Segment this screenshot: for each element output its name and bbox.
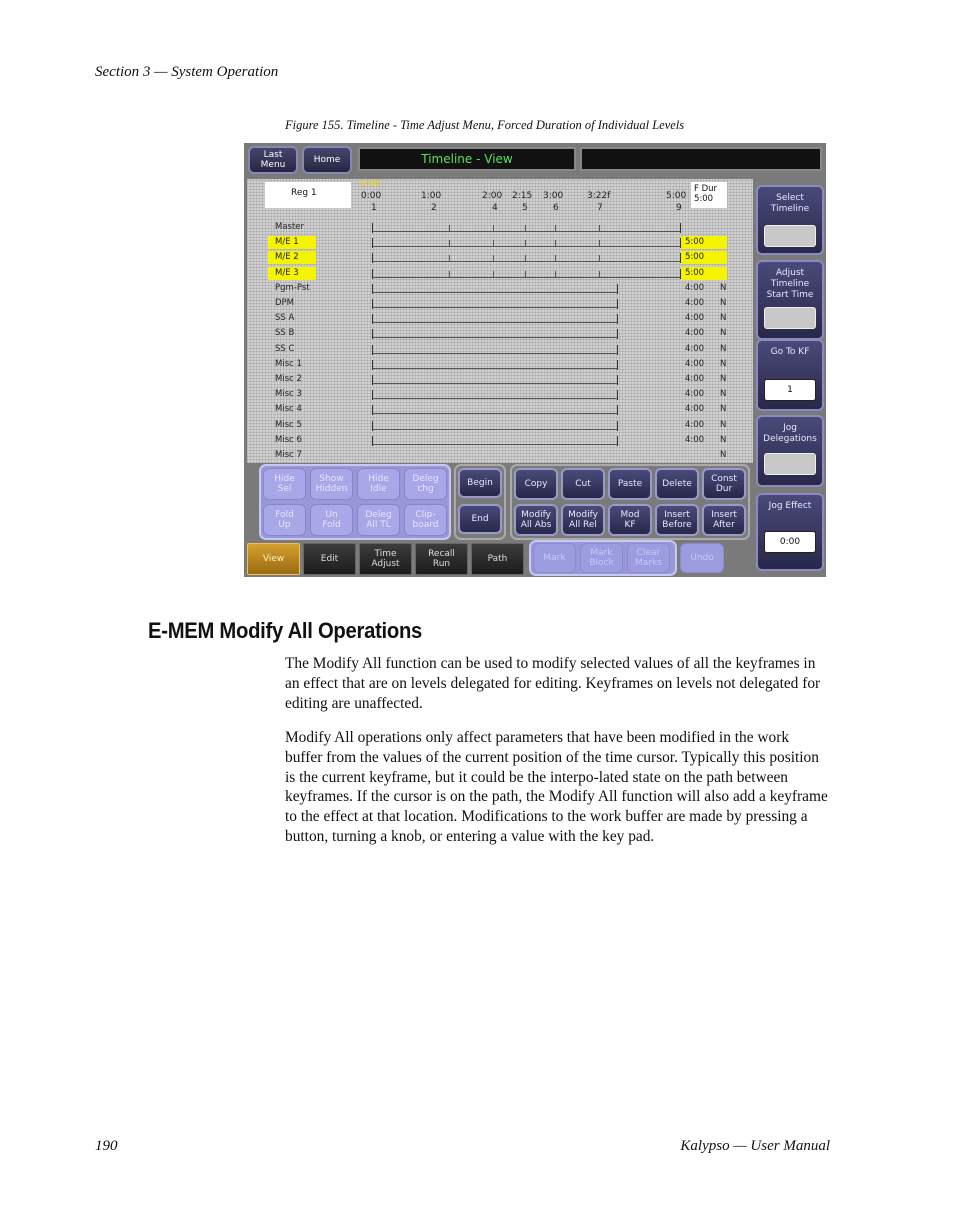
row-duration — [681, 419, 727, 432]
paste-button[interactable]: Paste — [608, 468, 652, 500]
row-duration — [681, 236, 727, 249]
track-end-marker — [617, 284, 618, 294]
row-flag: N — [720, 298, 727, 308]
forced-duration-box — [691, 182, 727, 208]
jog-delegations-button[interactable] — [756, 415, 824, 487]
keyframe-marker — [493, 271, 494, 278]
paragraph-2: Modify All operations only affect parameters that have been modified in the work buffer from the values of the current position of the time cursor. Typically this position is the current keyframe, but it could be the interpo-lated state on the path between keyframes. If the cursor is on the path, the Modify All function will also add a keyframe to the effect at that location. Modifications to the work buffer are made by pressing a button, turning a knob, or entering a value with the key pad. — [285, 729, 828, 845]
modify-all-rel-button[interactable]: Modify All Rel — [561, 504, 605, 536]
keyframe-marker — [555, 225, 556, 232]
level-track — [372, 353, 617, 354]
undo-button[interactable]: Undo — [680, 543, 724, 573]
track-end-marker — [617, 329, 618, 339]
track-start-marker — [372, 284, 373, 294]
tick-keyframe: 1 — [371, 203, 377, 213]
tick-time: 3:22f — [587, 191, 611, 201]
track-start-marker — [372, 223, 373, 233]
row-label[interactable]: Misc 2 — [275, 374, 302, 384]
delete-button[interactable]: Delete — [655, 468, 699, 500]
register-label: Reg 1 — [291, 188, 317, 198]
level-track — [372, 413, 617, 414]
tab-path[interactable]: Path — [471, 543, 524, 575]
row-end-time: 5:00 — [685, 237, 705, 248]
mod-kf-button[interactable]: Mod KF — [608, 504, 652, 536]
track-start-marker — [372, 375, 373, 385]
go-to-kf-label: Go To KF — [770, 347, 810, 357]
clear-marks-button[interactable]: Clear Marks — [627, 543, 670, 573]
row-label[interactable]: Misc 5 — [275, 419, 302, 430]
keyframe-marker — [525, 240, 526, 247]
row-label[interactable]: M/E 1 — [268, 236, 316, 249]
track-start-marker — [372, 345, 373, 355]
keyframe-marker — [449, 255, 450, 262]
row-end-time: 5:00 — [685, 252, 705, 263]
figure-caption: Figure 155. Timeline - Time Adjust Menu, Forced Duration of Individual Levels — [285, 118, 685, 132]
track-end-marker — [617, 390, 618, 400]
keyframe-marker — [555, 255, 556, 262]
keyframe-marker — [493, 255, 494, 262]
level-track — [372, 429, 617, 430]
row-flag: N — [720, 434, 727, 445]
tab-view[interactable]: View — [247, 543, 300, 575]
keyframe-marker — [599, 240, 600, 247]
row-flag: N — [720, 358, 727, 369]
jog-delegations-field[interactable] — [764, 453, 816, 475]
track-end-marker — [680, 223, 681, 233]
keyframe-marker — [449, 271, 450, 278]
row-label[interactable]: Misc 7 — [275, 450, 302, 460]
row-end-time: 4:00 — [685, 404, 705, 415]
row-end-time: 4:00 — [685, 313, 705, 324]
track-start-marker — [372, 253, 373, 263]
hide-sel-button[interactable]: Hide Sel — [263, 468, 306, 500]
track-start-marker — [372, 299, 373, 309]
adjust-timeline-label: Adjust Timeline Start Time — [766, 268, 814, 300]
row-label[interactable]: Misc 3 — [275, 389, 302, 400]
row-duration — [681, 358, 727, 371]
insert-after-button[interactable]: Insert After — [702, 504, 746, 536]
keyframe-marker — [555, 271, 556, 278]
track-start-marker — [372, 360, 373, 370]
track-start-marker — [372, 269, 373, 279]
deleg-chg-button[interactable]: Deleg chg — [404, 468, 447, 500]
keyframe-marker — [525, 271, 526, 278]
mark-button[interactable]: Mark — [533, 543, 576, 573]
deleg-all-tl-button[interactable]: Deleg All TL — [357, 504, 400, 536]
modify-all-abs-button[interactable]: Modify All Abs — [514, 504, 558, 536]
tick-keyframe: 7 — [597, 203, 603, 213]
row-label[interactable]: Misc 1 — [275, 358, 302, 369]
const-dur-button[interactable]: Const Dur — [702, 468, 746, 500]
row-flag: N — [720, 389, 727, 400]
row-flag: N — [720, 374, 727, 384]
end-button[interactable]: End — [458, 504, 502, 534]
row-flag: N — [720, 343, 727, 354]
fold-up-button[interactable]: Fold Up — [263, 504, 306, 536]
level-track — [372, 398, 617, 399]
level-track — [372, 292, 617, 293]
row-label[interactable]: SS C — [275, 343, 295, 354]
row-end-time: 4:00 — [685, 389, 705, 400]
row-label[interactable]: Pgm-Pst — [275, 282, 310, 293]
keyframe-marker — [599, 271, 600, 278]
row-label[interactable]: Master — [275, 222, 305, 232]
keyframe-marker — [493, 240, 494, 247]
row-label[interactable]: SS B — [275, 328, 295, 339]
row-duration — [681, 434, 727, 447]
keyframe-marker — [449, 240, 450, 247]
cut-button[interactable]: Cut — [561, 468, 605, 500]
keyframe-marker — [555, 240, 556, 247]
tick-time: 0:00 — [361, 191, 382, 201]
row-flag: N — [720, 404, 727, 415]
row-end-time: 4:00 — [685, 358, 705, 369]
row-label[interactable]: DPM — [275, 298, 295, 308]
track-end-marker — [617, 299, 618, 309]
track-start-marker — [372, 436, 373, 446]
row-duration — [681, 388, 727, 401]
adjust-timeline-field[interactable] — [764, 307, 816, 329]
row-duration — [681, 297, 727, 310]
tab-edit[interactable]: Edit — [303, 543, 356, 575]
level-track — [372, 322, 617, 323]
hide-idle-button[interactable]: Hide Idle — [357, 468, 400, 500]
running-head: Section 3 — System Operation — [95, 64, 279, 80]
row-duration — [681, 343, 727, 356]
keyframe-marker — [449, 225, 450, 232]
level-track — [372, 444, 617, 445]
select-timeline-label: Select Timeline — [770, 193, 810, 214]
tick-keyframe: 4 — [492, 203, 498, 213]
row-flag: N — [720, 419, 727, 430]
tick-keyframe: 5 — [522, 203, 528, 213]
keyframe-marker — [493, 225, 494, 232]
tab-time-adjust[interactable]: Time Adjust — [359, 543, 412, 575]
begin-button[interactable]: Begin — [458, 468, 502, 498]
level-track — [372, 337, 617, 338]
level-track — [372, 277, 680, 278]
row-end-time: 4:00 — [685, 374, 705, 384]
row-label[interactable]: M/E 3 — [268, 267, 316, 280]
row-duration — [681, 373, 727, 386]
row-end-time: 4:00 — [685, 434, 705, 445]
track-start-marker — [372, 314, 373, 324]
tick-time: 3:00 — [543, 191, 564, 201]
track-end-marker — [617, 405, 618, 415]
last-menu-button[interactable]: Last Menu — [248, 146, 298, 174]
clipboard-button[interactable]: Clip- board — [404, 504, 447, 536]
jog-effect-label: Jog Effect — [768, 501, 812, 511]
track-end-marker — [617, 436, 618, 446]
insert-before-button[interactable]: Insert Before — [655, 504, 699, 536]
row-duration — [681, 327, 727, 340]
level-track — [372, 307, 617, 308]
select-timeline-field[interactable] — [764, 225, 816, 247]
row-duration — [681, 251, 727, 264]
track-start-marker — [372, 390, 373, 400]
row-duration — [681, 449, 727, 462]
tick-time: 2:15 — [512, 191, 533, 201]
row-duration — [681, 403, 727, 416]
row-end-time: 4:00 — [685, 343, 705, 354]
register-box — [265, 182, 351, 208]
row-label[interactable]: Misc 6 — [275, 434, 302, 445]
tick-time: 5:00 — [666, 191, 687, 201]
status-bar — [580, 147, 822, 171]
track-start-marker — [372, 405, 373, 415]
track-start-marker — [372, 238, 373, 248]
row-end-time: 4:00 — [685, 328, 705, 339]
mark-block-button[interactable]: Mark Block — [580, 543, 623, 573]
copy-button[interactable]: Copy — [514, 468, 558, 500]
tick-time: 2:00 — [482, 191, 503, 201]
row-label[interactable]: Misc 4 — [275, 404, 302, 415]
keyframe-marker — [525, 225, 526, 232]
row-label[interactable]: SS A — [275, 313, 295, 324]
level-track — [372, 261, 680, 262]
level-track — [372, 246, 680, 247]
row-flag: N — [720, 450, 727, 460]
row-duration — [681, 282, 727, 295]
row-flag: N — [720, 313, 727, 324]
timeline-area[interactable] — [247, 179, 753, 463]
jog-effect-value[interactable]: 0:00 — [764, 531, 816, 553]
row-end-time: 4:00 — [685, 298, 705, 308]
jog-delegations-label: Jog Delegations — [763, 423, 817, 444]
row-flag: N — [720, 282, 727, 293]
tab-recall-run[interactable]: Recall Run — [415, 543, 468, 575]
level-track — [372, 231, 680, 232]
track-start-marker — [372, 329, 373, 339]
cursor-time: 0:00 — [360, 179, 381, 189]
un-fold-button[interactable]: Un Fold — [310, 504, 353, 536]
timeline-view-screen — [244, 143, 826, 577]
track-end-marker — [617, 375, 618, 385]
home-button[interactable]: Home — [302, 146, 352, 174]
level-track — [372, 383, 617, 384]
row-end-time: 5:00 — [685, 267, 705, 278]
menu-title: Timeline - View — [358, 147, 576, 171]
tick-keyframe: 6 — [553, 203, 559, 213]
track-end-marker — [617, 345, 618, 355]
track-end-marker — [617, 421, 618, 431]
row-end-time: 4:00 — [685, 282, 705, 293]
section-heading: E-MEM Modify All Operations — [148, 618, 423, 643]
row-duration — [681, 312, 727, 325]
row-end-time: 4:00 — [685, 419, 705, 430]
track-start-marker — [372, 421, 373, 431]
tick-time: 1:00 — [421, 191, 442, 201]
keyframe-marker — [525, 255, 526, 262]
level-track — [372, 368, 617, 369]
row-duration — [681, 267, 727, 280]
track-end-marker — [617, 314, 618, 324]
track-end-marker — [617, 360, 618, 370]
row-flag: N — [720, 328, 727, 339]
row-label[interactable]: M/E 2 — [268, 251, 316, 264]
show-hidden-button[interactable]: Show Hidden — [310, 468, 353, 500]
tick-keyframe: 2 — [431, 203, 437, 213]
keyframe-marker — [599, 225, 600, 232]
keyframe-marker — [599, 255, 600, 262]
manual-title: Kalypso — User Manual — [680, 1138, 830, 1154]
page-number: 190 — [95, 1138, 118, 1154]
tick-keyframe: 9 — [676, 203, 682, 213]
forced-duration-label: F Dur 5:00 — [694, 184, 718, 204]
go-to-kf-value[interactable]: 1 — [764, 379, 816, 401]
paragraph-1: The Modify All function can be used to modify selected values of all the keyframes in an effect that are on levels delegated for editing. Keyframes on levels not delegated for editing are unaffected. — [285, 655, 821, 712]
